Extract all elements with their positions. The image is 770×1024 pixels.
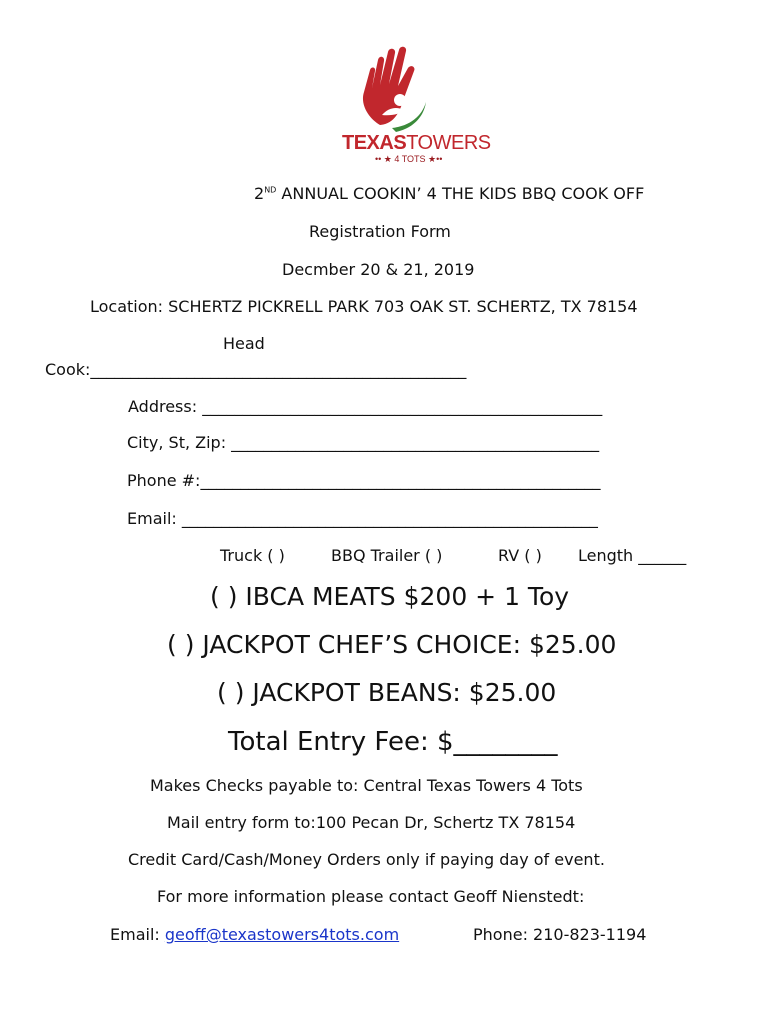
texas-towers-logo — [330, 40, 491, 170]
truck-option[interactable]: Truck ( ) — [220, 546, 285, 565]
contact-email — [110, 925, 399, 944]
event-title: 2ND ANNUAL COOKIN’ 4 THE KIDS BBQ COOK OFF — [254, 184, 645, 203]
hand-heart-icon — [330, 40, 480, 132]
bbq-trailer-option[interactable]: BBQ Trailer ( ) — [331, 546, 443, 565]
contact-info-text: For more information please contact Geoff Nienstedt: — [157, 887, 585, 906]
city-state-zip-field[interactable]: City, St, Zip: ______________________________________________ — [127, 433, 600, 452]
ibca-meats-option[interactable]: ( ) IBCA MEATS $200 + 1 Toy — [210, 582, 570, 611]
form-subtitle: Registration Form — [309, 222, 451, 241]
event-location: Location: SCHERTZ PICKRELL PARK 703 OAK ST. SCHERTZ, TX 78154 — [90, 297, 638, 316]
contact-phone: Phone: 210-823-1194 — [473, 925, 647, 944]
logo-brand-text: TEXASTOWERS — [342, 132, 491, 154]
total-entry-fee[interactable]: Total Entry Fee: $________ — [228, 727, 558, 757]
length-field[interactable]: Length ______ — [578, 546, 687, 565]
event-dates: Decmber 20 & 21, 2019 — [282, 260, 475, 279]
mail-entry-text: Mail entry form to:100 Pecan Dr, Schertz TX 78154 — [167, 813, 576, 832]
head-cook-label: Head — [223, 334, 265, 353]
rv-option[interactable]: RV ( ) — [498, 546, 542, 565]
logo-tagline: •• ★ 4 TOTS ★•• — [375, 154, 443, 164]
phone-field[interactable]: Phone #:__________________________________________________ — [127, 471, 601, 490]
jackpot-chefs-choice-option[interactable]: ( ) JACKPOT CHEF’S CHOICE: $25.00 — [167, 630, 617, 659]
head-cook-field[interactable]: Cook:_______________________________________________ — [45, 360, 467, 379]
checks-payable-text: Makes Checks payable to: Central Texas Towers 4 Tots — [150, 776, 583, 795]
payment-methods-text: Credit Card/Cash/Money Orders only if paying day of event. — [128, 850, 605, 869]
email-link[interactable]: geoff@texastowers4tots.com — [164, 925, 400, 944]
email-field[interactable]: Email: ____________________________________________________ — [127, 509, 598, 528]
jackpot-beans-option[interactable]: ( ) JACKPOT BEANS: $25.00 — [217, 678, 557, 707]
address-field[interactable]: Address: __________________________________________________ — [128, 397, 603, 416]
email-label: Email: — [110, 925, 165, 944]
